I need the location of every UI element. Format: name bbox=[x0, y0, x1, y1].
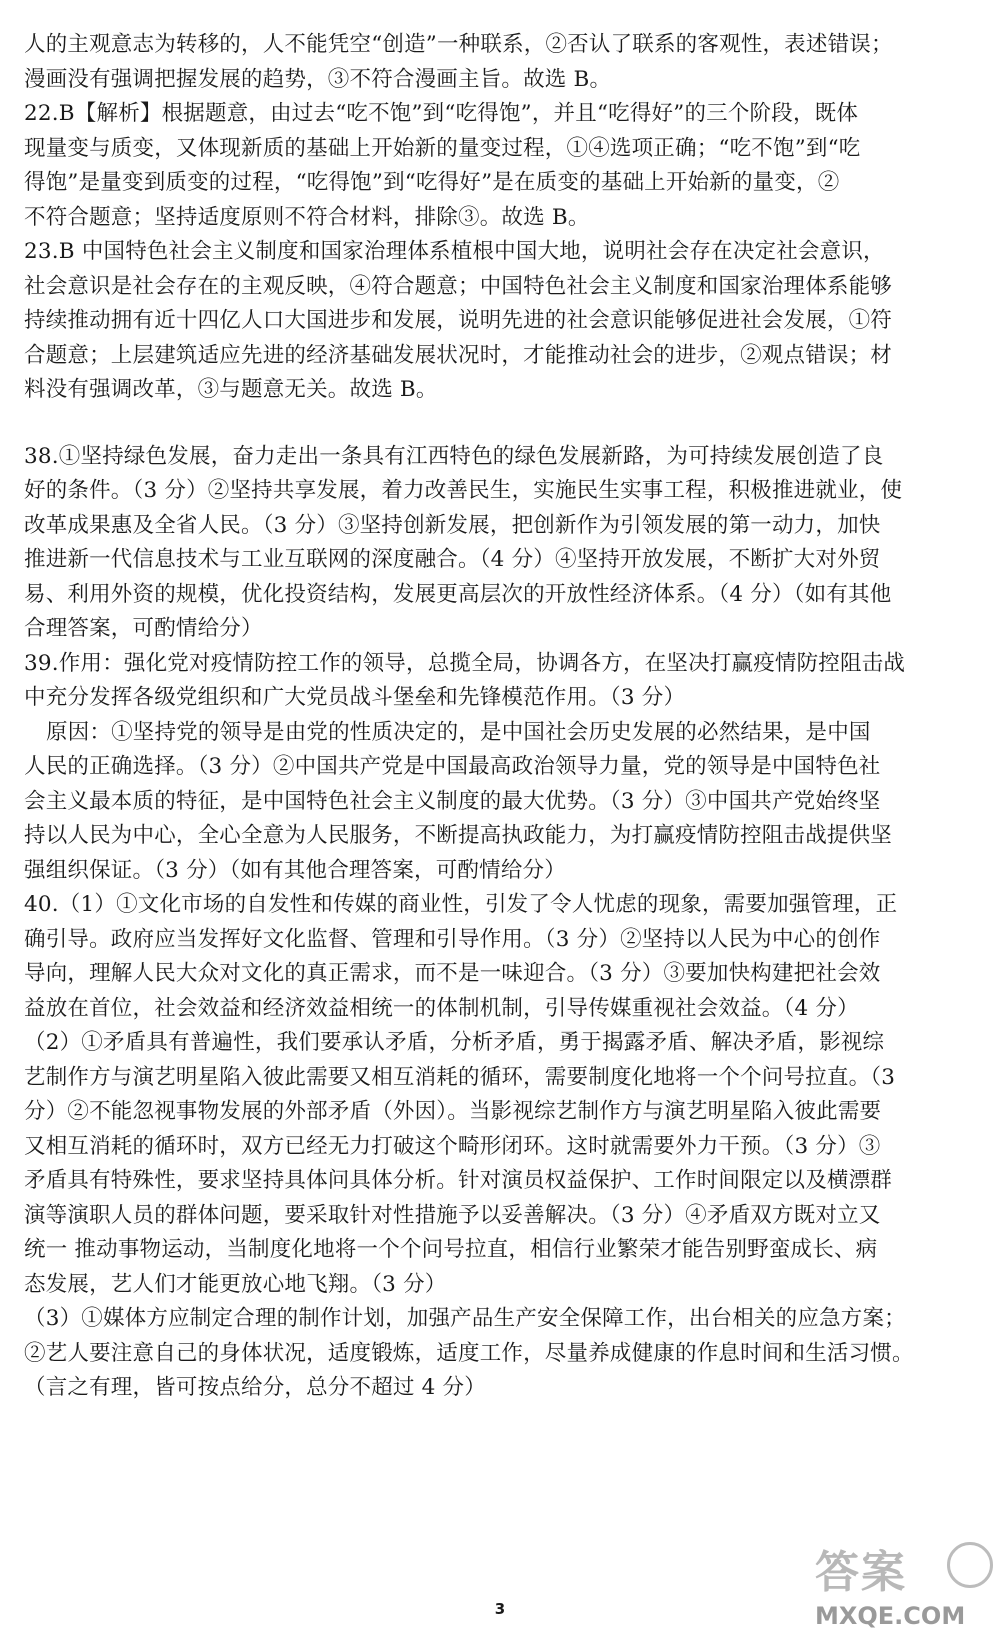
text-line: 改革成果惠及全省人民。（3 分）③坚持创新发展，把创新作为引领发展的第一动力，加快 bbox=[24, 512, 881, 538]
text-line: 社会意识是社会存在的主观反映，④符合题意；中国特色社会主义制度和国家治理体系能够 bbox=[24, 273, 893, 299]
text-line: 矛盾具有特殊性，要求坚持具体问具体分析。针对演员权益保护、工作时间限定以及横漂群 bbox=[24, 1168, 893, 1193]
paragraph-gap bbox=[24, 408, 960, 440]
text-line: （2）①矛盾具有普遍性，我们要承认矛盾，分析矛盾，勇于揭露矛盾、解决矛盾，影视综 bbox=[24, 1030, 885, 1055]
watermark-top-text: 答案 bbox=[815, 1547, 907, 1598]
text-line: 态发展，艺人们才能更放心地飞翔。（3 分） bbox=[24, 1271, 447, 1297]
text-line: 会主义最本质的特征，是中国特色社会主义制度的最大优势。（3 分）③中国共产党始终坚 bbox=[24, 788, 881, 814]
text-line: （3）①媒体方应制定合理的制作计划，加强产品生产安全保障工作，出台相关的应急方案； bbox=[24, 1306, 906, 1331]
text-line: 又相互消耗的循环时，双方已经无力打破这个畸形闭环。这时就需要外力干预。（3 分）③ bbox=[24, 1133, 881, 1159]
site-watermark-logo bbox=[815, 1536, 995, 1631]
text-line: 人民的正确选择。（3 分）②中国共产党是中国最高政治领导力量，党的领导是中国特色社 bbox=[24, 754, 881, 779]
text-line: 益放在首位，社会效益和经济效益相统一的体制机制，引导传媒重视社会效益。（4 分） bbox=[24, 995, 859, 1021]
text-line: 原因：①坚持党的领导是由党的性质决定的，是中国社会历史发展的必然结果，是中国 bbox=[46, 719, 871, 745]
text-line: 确引导。政府应当发挥好文化监督、管理和引导作用。（3 分）②坚持以人民为中心的创作 bbox=[24, 926, 881, 952]
text-line: 好的条件。（3 分）②坚持共享发展，着力改善民生，实施民生实事工程，积极推进就业，使 bbox=[24, 478, 903, 503]
watermark-circle-icon bbox=[947, 1542, 993, 1588]
question-38-answer: 38.①坚持绿色发展，奋力走出一条具有江西特色的绿色发展新路，为可持续发展创造了良 bbox=[24, 443, 884, 469]
text-line: 强组织保证。（3 分）（如有其他合理答案，可酌情给分） bbox=[24, 857, 566, 883]
text-line: 统一 推动事物运动，当制度化地将一个个问号拉直，相信行业繁荣才能告别野蛮成长、病 bbox=[24, 1237, 878, 1262]
question-23-answer: 23.B 中国特色社会主义制度和国家治理体系植根中国大地，说明社会存在决定社会意识， bbox=[24, 239, 885, 264]
text-line: ②艺人要注意自己的身体状况，适度锻炼，适度工作，尽量养成健康的作息时间和生活习惯。 bbox=[24, 1340, 914, 1366]
text-line: 分）②不能忽视事物发展的外部矛盾（外因）。当影视综艺制作方与演艺明星陷入彼此需要 bbox=[24, 1099, 882, 1124]
text-line: 持以人民为中心，全心全意为人民服务，不断提高执政能力，为打赢疫情防控阻击战提供坚 bbox=[24, 823, 893, 848]
text-line: 中充分发挥各级党组织和广大党员战斗堡垒和先锋模范作用。（3 分） bbox=[24, 685, 686, 710]
watermark-bottom-text: MXQE.COM bbox=[815, 1602, 966, 1630]
text-line: 合题意；上层建筑适应先进的经济基础发展状况时，才能推动社会的进步，②观点错误；材 bbox=[24, 342, 893, 368]
text-line: 导向，理解人民大众对文化的真正需求，而不是一味迎合。（3 分）③要加快构建把社会效 bbox=[24, 961, 881, 986]
text-line: 合理答案，可酌情给分） bbox=[24, 616, 263, 641]
text-line: 持续推动拥有近十四亿人口大国进步和发展，说明先进的社会意识能够促进社会发展，①符 bbox=[24, 308, 893, 333]
question-22-answer: 22.B【解析】根据题意，由过去“吃不饱”到“吃得饱”，并且“吃得好”的三个阶段，既体 bbox=[24, 101, 859, 126]
text-line: 漫画没有强调把握发展的趋势，③不符合漫画主旨。故选 B。 bbox=[24, 66, 612, 92]
text-line: 易、利用外资的规模，优化投资结构，发展更高层次的开放性经济体系。（4 分）（如有其他 bbox=[24, 581, 892, 607]
text-line: （言之有理，皆可按点给分，总分不超过 4 分） bbox=[24, 1375, 486, 1400]
text-line: 人的主观意志为转移的，人不能凭空“创造”一种联系，②否认了联系的客观性，表述错误； bbox=[24, 32, 893, 57]
text-line: 艺制作方与演艺明星陷入彼此需要又相互消耗的循环，需要制度化地将一个个问号拉直。（3 bbox=[24, 1064, 896, 1090]
text-line: 料没有强调改革，③与题意无关。故选 B。 bbox=[24, 377, 438, 402]
text-line: 不符合题意；坚持适度原则不符合材料，排除③。故选 B。 bbox=[24, 204, 590, 230]
text-line: 现量变与质变，又体现新质的基础上开始新的量变过程，①④选项正确；“吃不饱”到“吃 bbox=[24, 135, 861, 161]
page-number: 3 bbox=[494, 1600, 506, 1618]
text-line: 推进新一代信息技术与工业互联网的深度融合。（4 分）④坚持开放发展，不断扩大对外贸 bbox=[24, 547, 881, 572]
text-line: 得饱”是量变到质变的过程，“吃得饱”到“吃得好”是在质变的基础上开始新的量变，② bbox=[24, 170, 840, 195]
text-line: 演等演职人员的群体问题，要采取针对性措施予以妥善解决。（3 分）④矛盾双方既对立又 bbox=[24, 1202, 881, 1228]
question-39-answer: 39.作用：强化党对疫情防控工作的领导，总揽全局，协调各方，在坚决打赢疫情防控阻击战 bbox=[24, 650, 906, 676]
question-40-answer: 40.（1）①文化市场的自发性和传媒的商业性，引发了令人忧虑的现象，需要加强管理，正 bbox=[24, 892, 898, 917]
